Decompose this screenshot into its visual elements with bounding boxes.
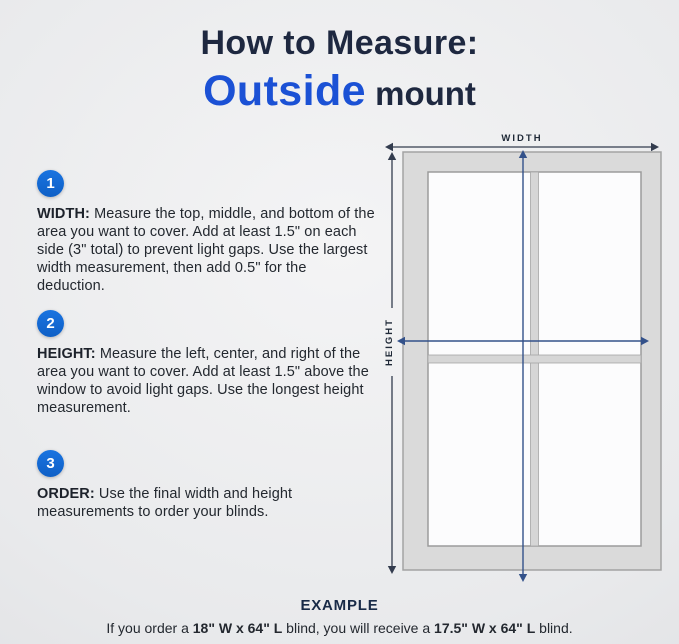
example-part3: blind. [535, 620, 573, 636]
title-highlight: Outside [203, 67, 366, 115]
example-part1: If you order a [106, 620, 193, 636]
width-label: WIDTH [501, 133, 543, 144]
step-2-label: HEIGHT: [37, 346, 96, 362]
example-section [0, 597, 679, 636]
title-line2 [0, 67, 679, 116]
step-3-badge: 3 [37, 450, 64, 477]
example-heading: EXAMPLE [300, 597, 379, 614]
step-3-body: Use the final width and height measurements to order your blinds. [37, 486, 293, 520]
example-size-received: 17.5" W x 64" L [434, 620, 536, 636]
step-1-body: Measure the top, middle, and bottom of the area you want to cover. Add at least 1.5" on each side (3" total) to prevent light gaps. Use the largest width measurement, then add 0.5" for the deduction. [37, 206, 375, 294]
step-order [37, 450, 377, 522]
width-arrow [385, 143, 659, 151]
window-mullion-horizontal [428, 355, 641, 363]
step-1-label: WIDTH: [37, 206, 90, 222]
step-2-text [37, 346, 377, 418]
example-part2: blind, you will receive a [282, 620, 435, 636]
title-rest: mount [365, 75, 476, 112]
step-2-badge: 2 [37, 310, 64, 337]
example-size-ordered: 18" W x 64" L [192, 620, 283, 636]
title-line1: How to Measure: [200, 24, 479, 62]
step-1-text [37, 206, 377, 296]
step-3-label: ORDER: [37, 486, 95, 502]
step-width [37, 170, 377, 296]
step-1-badge: 1 [37, 170, 64, 197]
step-2-body: Measure the left, center, and right of the area you want to cover. Add at least 1.5" above the window to avoid light gaps. Use the longest height measurement. [37, 346, 369, 416]
window-diagram [373, 130, 671, 596]
height-label: HEIGHT [384, 318, 395, 366]
step-3-text [37, 486, 377, 522]
step-height [37, 310, 377, 418]
page-title [0, 24, 679, 116]
example-text [0, 620, 679, 636]
